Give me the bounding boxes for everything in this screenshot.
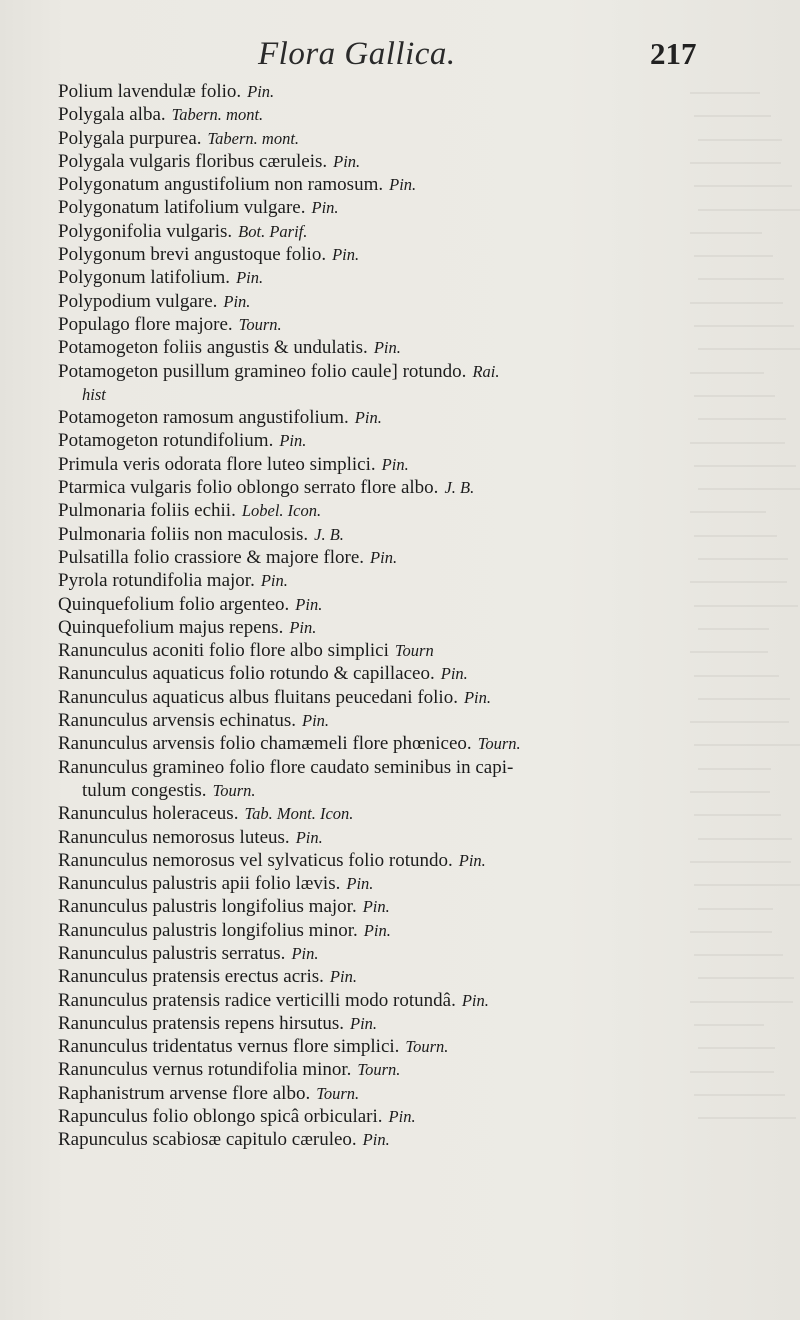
authority-abbreviation: Pin. <box>295 827 323 847</box>
list-item <box>58 1012 718 1035</box>
list-item <box>58 196 718 219</box>
list-item <box>58 919 718 942</box>
plant-name: Ranunculus gramineo folio flore caudato seminibus in capi- <box>58 756 514 778</box>
authority-abbreviation: Pin. <box>346 874 374 894</box>
list-item <box>58 849 718 872</box>
authority-abbreviation: Tourn. <box>405 1037 449 1057</box>
list-item <box>58 895 718 918</box>
list-item <box>58 453 718 476</box>
plant-name: Rapunculus scabiosæ capitulo cæruleo. <box>58 1129 357 1151</box>
plant-name: Quinquefolium majus repens. <box>58 616 284 638</box>
plant-name: Ranunculus aquaticus albus fluitans peucedani folio. <box>58 686 458 708</box>
plant-name: Potamogeton foliis angustis & undulatis. <box>58 337 368 359</box>
list-item <box>58 569 718 592</box>
plant-name: Polygonum latifolium. <box>58 267 231 289</box>
list-item <box>58 756 718 779</box>
authority-abbreviation: Pin. <box>463 687 492 707</box>
plant-name: Ranunculus palustris apii folio lævis. <box>58 873 341 895</box>
plant-name: Raphanistrum arvense flore albo. <box>58 1082 311 1104</box>
authority-abbreviation: Pin. <box>440 664 468 684</box>
authority-abbreviation: Tab. Mont. Icon. <box>244 804 354 824</box>
plant-name: Potamogeton pusillum gramineo folio caule] rotundo. <box>58 360 467 382</box>
authority-abbreviation: Pin. <box>389 175 417 195</box>
authority-abbreviation: Pin. <box>354 408 382 428</box>
page-number: 217 <box>650 36 697 71</box>
plant-name: Polygala alba. <box>58 104 166 126</box>
authority-abbreviation: Pin. <box>461 990 489 1010</box>
list-item <box>58 546 718 569</box>
plant-name: Pyrola rotundifolia major. <box>58 570 255 592</box>
plant-name: Ranunculus holeraceus. <box>58 803 239 825</box>
list-item <box>58 103 718 126</box>
list-item <box>58 616 718 639</box>
authority-abbreviation: Pin. <box>311 198 339 218</box>
list-item <box>58 662 718 685</box>
list-item <box>58 826 718 849</box>
authority-abbreviation: Bot. Parif. <box>238 221 308 241</box>
list-item <box>58 80 718 103</box>
authority-abbreviation: Pin. <box>260 571 288 591</box>
plant-name: Polygonifolia vulgaris. <box>58 220 233 242</box>
list-item <box>58 593 718 616</box>
authority-abbreviation: Pin. <box>373 338 401 358</box>
authority-abbreviation: Tourn. <box>238 314 282 334</box>
authority-abbreviation: J. B. <box>314 524 344 544</box>
authority-abbreviation: Pin. <box>223 291 251 311</box>
plant-name: Polypodium vulgare. <box>58 290 218 312</box>
plant-name: Ranunculus palustris longifolius major. <box>58 896 357 918</box>
list-item <box>58 942 718 965</box>
plant-name: Polygala purpurea. <box>58 127 202 149</box>
list-item <box>58 266 718 289</box>
authority-abbreviation: Tourn <box>394 641 434 661</box>
running-head-title: Flora Gallica. <box>258 36 456 72</box>
list-item <box>58 173 718 196</box>
authority-abbreviation: Tourn. <box>212 780 256 800</box>
species-list <box>58 80 718 1152</box>
list-item <box>58 336 718 359</box>
plant-name: Ranunculus pratensis radice verticilli modo rotundâ. <box>58 989 456 1011</box>
authority-abbreviation: Pin. <box>458 850 486 870</box>
plant-name: Ranunculus arvensis echinatus. <box>58 710 296 732</box>
running-head <box>0 34 800 78</box>
list-item <box>58 732 718 755</box>
authority-abbreviation: J. B. <box>444 478 475 498</box>
plant-name: Ranunculus aconiti folio flore albo simplici <box>58 640 389 662</box>
authority-abbreviation: Pin. <box>362 897 390 917</box>
list-item <box>58 499 718 522</box>
list-item <box>58 1082 718 1105</box>
list-item <box>58 360 718 383</box>
list-item <box>58 686 718 709</box>
list-item <box>58 406 718 429</box>
plant-name: Ranunculus pratensis erectus acris. <box>58 966 324 988</box>
list-item <box>58 1035 718 1058</box>
authority-abbreviation: Tabern. mont. <box>171 105 264 125</box>
list-item <box>58 639 718 662</box>
plant-name: Ranunculus nemorosus luteus. <box>58 826 290 848</box>
plant-name: Ranunculus aquaticus folio rotundo & capillaceo. <box>58 663 435 685</box>
authority-abbreviation: Pin. <box>332 245 360 265</box>
authority-abbreviation: Pin. <box>236 268 264 288</box>
list-item <box>58 243 718 266</box>
plant-name: Populago flore majore. <box>58 313 233 335</box>
authority-abbreviation: Pin. <box>363 920 391 940</box>
authority-abbreviation: Pin. <box>370 547 398 567</box>
list-item <box>58 476 718 499</box>
authority-abbreviation: Pin. <box>291 943 319 963</box>
list-item <box>58 1105 718 1128</box>
plant-name: Potamogeton rotundifolium. <box>58 430 274 452</box>
list-item-continuation <box>58 779 718 802</box>
list-item <box>58 1128 718 1151</box>
authority-abbreviation: hist <box>82 384 106 404</box>
plant-name: Ranunculus vernus rotundifolia minor. <box>58 1059 352 1081</box>
plant-name: Polygonum brevi angustoque folio. <box>58 244 327 266</box>
plant-name: Ranunculus tridentatus vernus flore simplici. <box>58 1036 400 1058</box>
authority-abbreviation: Pin. <box>350 1013 378 1033</box>
plant-name: Pulsatilla folio crassiore & majore flore. <box>58 546 365 568</box>
authority-abbreviation: Lobel. Icon. <box>241 501 322 521</box>
list-item <box>58 127 718 150</box>
plant-name: Pulmonaria foliis non maculosis. <box>58 523 309 545</box>
plant-name: Polygonatum latifolium vulgare. <box>58 197 306 219</box>
authority-abbreviation: Pin. <box>362 1130 390 1150</box>
authority-abbreviation: Pin. <box>247 82 275 101</box>
authority-abbreviation: Pin. <box>301 711 330 731</box>
list-item <box>58 220 718 243</box>
plant-name: Polygonatum angustifolium non ramosum. <box>58 174 384 196</box>
authority-abbreviation: Pin. <box>279 431 307 451</box>
plant-name: Ranunculus palustris serratus. <box>58 942 286 964</box>
plant-name: Potamogeton ramosum angustifolium. <box>58 407 349 429</box>
authority-abbreviation: Tourn. <box>316 1083 360 1103</box>
list-item <box>58 965 718 988</box>
authority-abbreviation: Tourn. <box>477 734 521 754</box>
plant-name: Rapunculus folio oblongo spicâ orbiculari. <box>58 1106 383 1128</box>
list-item-continuation <box>58 383 718 406</box>
authority-abbreviation: Tourn. <box>357 1060 401 1080</box>
list-item <box>58 802 718 825</box>
plant-name: Polygala vulgaris floribus cæruleis. <box>58 150 328 172</box>
plant-name: Ptarmica vulgaris folio oblongo serrato flore albo. <box>58 477 439 499</box>
list-item <box>58 523 718 546</box>
plant-name: Ranunculus arvensis folio chamæmeli flore phœniceo. <box>58 733 472 755</box>
list-item <box>58 150 718 173</box>
list-item <box>58 709 718 732</box>
plant-name: Quinquefolium folio argenteo. <box>58 593 290 615</box>
plant-name: Primula veris odorata flore luteo simplici. <box>58 453 376 475</box>
plant-name: Pulmonaria foliis echii. <box>58 500 236 522</box>
authority-abbreviation: Tabern. mont. <box>207 128 300 148</box>
list-item <box>58 290 718 313</box>
plant-name: Ranunculus palustris longifolius minor. <box>58 919 358 941</box>
authority-abbreviation: Pin. <box>295 594 323 614</box>
plant-name: Ranunculus nemorosus vel sylvaticus folio rotundo. <box>58 849 453 871</box>
list-item <box>58 1058 718 1081</box>
list-item <box>58 313 718 336</box>
plant-name: tulum congestis. <box>82 779 207 801</box>
authority-abbreviation: Pin. <box>333 151 361 171</box>
authority-abbreviation: Pin. <box>329 967 357 987</box>
authority-abbreviation: Pin. <box>289 617 317 637</box>
plant-name: Ranunculus pratensis repens hirsutus. <box>58 1012 345 1034</box>
plant-name: Polium lavendulæ folio. <box>58 81 242 102</box>
authority-abbreviation: Pin. <box>388 1107 416 1127</box>
list-item <box>58 989 718 1012</box>
authority-abbreviation: Rai. <box>472 361 500 381</box>
authority-abbreviation: Pin. <box>381 454 409 474</box>
list-item <box>58 429 718 452</box>
list-item <box>58 872 718 895</box>
